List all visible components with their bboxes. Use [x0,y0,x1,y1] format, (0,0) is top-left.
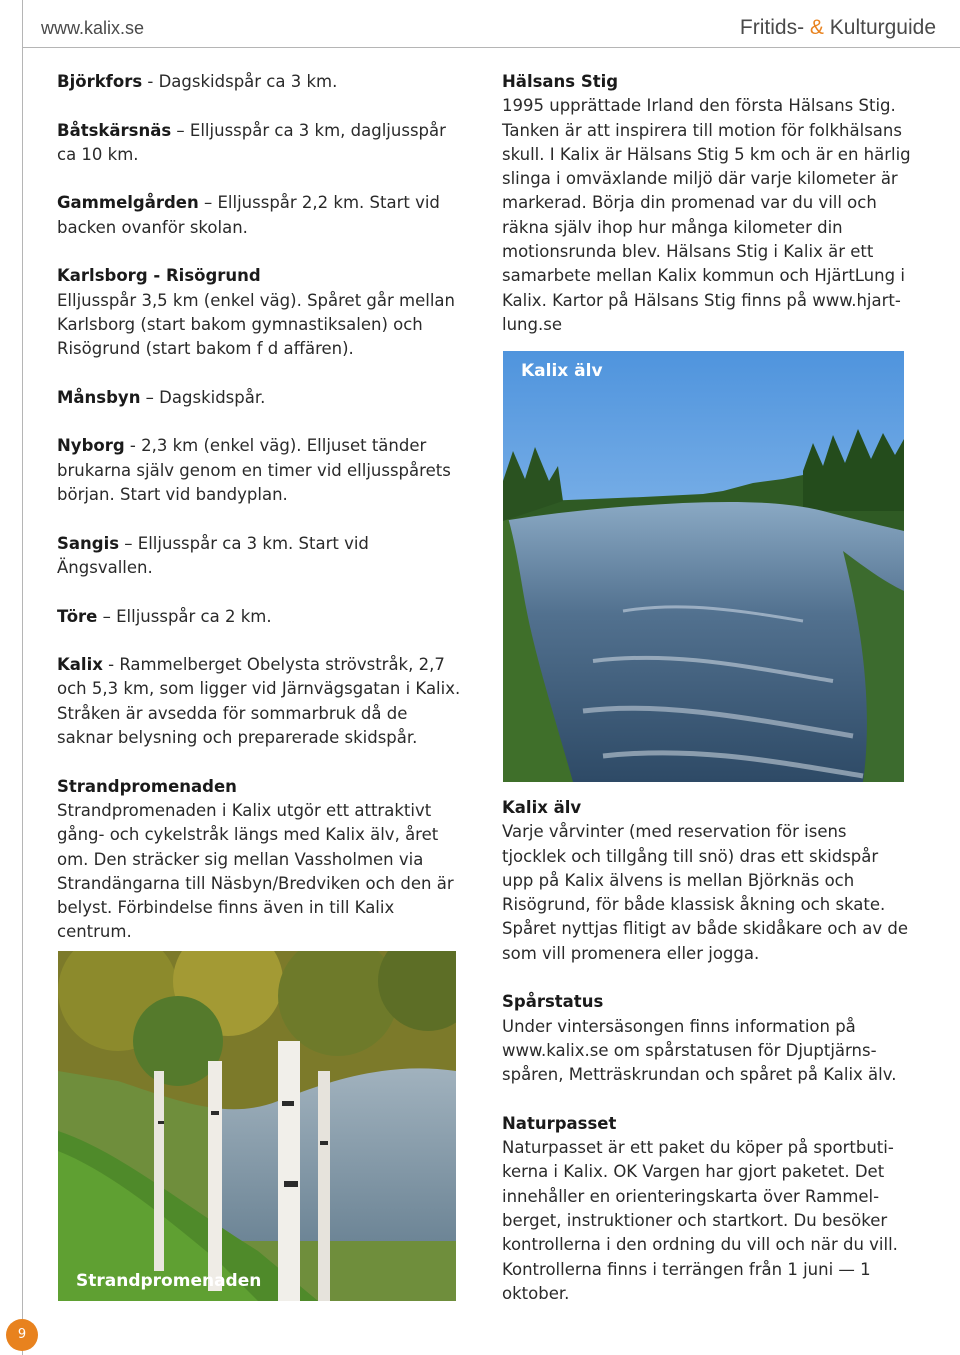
birch-illustration [58,951,456,1301]
guide-title-ampersand: & [809,16,824,39]
river-illustration [503,351,904,782]
guide-title [740,16,936,40]
right-top-column [502,70,912,362]
section-gammelgarden: Gammelgården – Elljusspår 2,2 km. Start vid backen ovanför skolan. [57,193,440,237]
section-kalix-rammelberget: Kalix - Rammelberget Obelysta strövstråk, 2,7 och 5,3 km, som ligger vid Järnvägsgatan i Kalix. Stråken är avsedda för sommarbruk då de saknar belysning och preparerade skidspår. [57,655,461,748]
section-tore: Töre – Elljusspår ca 2 km. [57,606,272,626]
section-nyborg: Nyborg - 2,3 km (enkel väg). Elljuset tänder brukarna själv genom en timer vid elljusspårets början. Start vid bandyplan. [57,436,451,505]
section-bjorkfors: Björkfors - Dagskidspår ca 3 km. [57,72,338,91]
section-naturpasset: Naturpasset Naturpasset är ett paket du köper på sportbutikerna i Kalix. OK Vargen har gjort paketet. Det innehåller en orienteringskarta över Rammelberget, instruktioner och startkort. Du besöker kontrollerna i den ordning du vill och när du vill. Kontrollerna finns i terrängen från 1 juni — 1 oktober. [502,1113,898,1303]
left-column [57,70,467,969]
section-karlsborg: Karlsborg - Risögrund Elljusspår 3,5 km (enkel väg). Spåret går mellan Karlsborg (start bakom gymnastiksalen) och Risögrund (start bakom f d affären). [57,266,455,359]
section-mansbyn: Månsbyn – Dagskidspår. [57,387,266,407]
birch-photo-caption: Strandpromenaden [76,1271,262,1291]
section-halsans-stig: Hälsans Stig 1995 upprättade Irland den första Hälsans Stig. Tanken är att inspirera till motion för folkhälsans skull. I Kalix är Hälsans Stig 5 km och är en härlig slinga i omväxlande miljö där varje kilometer är markerad. Börja din promenad var du vill och räkna själv ihop hur många kilometer din motionsrunda blev. Hälsans Stig i Kalix är ett samarbete mellan Kalix kommun och HjärtLung i Kalix. Kartor på Hälsans Stig finns på www.hjart-lung.se [502,72,911,334]
page-header [0,0,960,48]
right-bottom-column [502,796,912,1331]
section-kalix-alv: Kalix älv Varje vårvinter (med reservation för isens tjocklek och tillgång till snö) dras ett skidspår upp på Kalix älvens is mellan Björknäs och Risögrund, för både klassisk åkning och skate. Spåret nyttjas flitigt av både skidåkare och av de som vill promenera eller jogga. [502,798,908,963]
guide-title-part1: Fritids- [739,16,810,39]
guide-title-part2: Kulturguide [823,16,936,39]
section-sparstatus: Spårstatus Under vintersäsongen finns information på www.kalix.se om spårstatusen för Djuptjärnsspåren, Metträskrundan och spåret på Kalix älv. [502,992,897,1085]
section-strandpromenaden: Strandpromenaden Strandpromenaden i Kalix utgör ett attraktivt gång- och cykelstråk längs med Kalix älv, året om. Den sträcker sig mellan Vassholmen via Strandängarna till Näsbyn/Bredviken och den är belyst. Förbindelse finns även in till Kalix centrum. [57,776,454,942]
birch-photo [58,951,456,1301]
site-url: www.kalix.se [41,18,145,38]
margin-rule [22,0,23,1355]
section-batskarsnas: Båtskärsnäs – Elljusspår ca 3 km, dagljusspår ca 10 km. [57,120,446,164]
section-sangis: Sangis – Elljusspår ca 3 km. Start vid Ängsvallen. [57,533,369,577]
river-photo [503,351,904,782]
page-number-badge: 9 [6,1319,38,1351]
river-photo-caption: Kalix älv [521,361,603,381]
header-rule [22,47,960,48]
